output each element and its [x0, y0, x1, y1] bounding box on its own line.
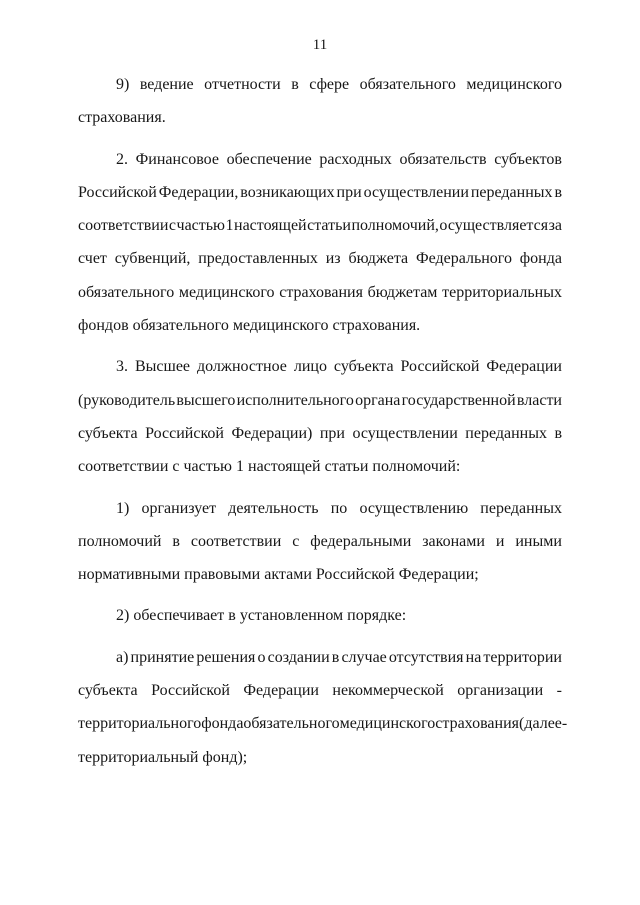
word: организует	[141, 499, 217, 517]
word: осуществлении	[363, 183, 469, 201]
sub-item-2	[78, 599, 562, 632]
word: осуществлению	[359, 499, 469, 517]
word: страхования	[435, 715, 519, 733]
word: отсутствия	[388, 648, 464, 666]
word: в	[554, 424, 562, 442]
word: территориального	[78, 715, 202, 733]
word: субъекта	[78, 682, 138, 700]
word: полномочий,	[351, 217, 439, 235]
paragraph-2-line-3	[78, 209, 562, 242]
word: территориальных	[442, 283, 562, 301]
word: некоммерческой	[332, 682, 444, 700]
word: при	[319, 424, 345, 442]
word: лицо	[293, 358, 327, 376]
sub-item-1	[78, 492, 562, 592]
word: обязательного	[78, 283, 175, 301]
word: Российской	[145, 424, 224, 442]
word: -	[556, 682, 562, 700]
word: (руководитель	[78, 391, 176, 409]
sub-item-a	[78, 641, 568, 774]
word: медицинского	[466, 76, 562, 93]
word: Федерации	[243, 682, 319, 700]
word: государственной	[401, 391, 516, 409]
sub-item-a-line-3	[78, 707, 568, 740]
word: законами	[422, 532, 485, 550]
word: страхования	[279, 283, 363, 301]
word: должностное	[196, 358, 287, 376]
paragraph-3-line-4: соответствии с частью 1 настоящей статьи полномочий:	[78, 458, 461, 476]
paragraph-2	[78, 143, 562, 343]
word: исполнительного	[236, 391, 354, 409]
word: о	[257, 648, 266, 666]
word: фонда	[519, 250, 562, 268]
word: бюджетам	[367, 283, 438, 301]
paragraph-2-line-2	[78, 176, 562, 209]
word: отчетности	[204, 76, 281, 93]
paragraph-3	[78, 350, 562, 483]
word: обеспечение	[226, 150, 312, 168]
word: 9)	[116, 76, 130, 93]
sub-item-1-line-2	[78, 525, 562, 558]
sub-item-1-line-1	[78, 492, 562, 525]
word: статьи	[307, 217, 351, 235]
word: Финансовое	[135, 150, 219, 168]
word: соответствии	[190, 532, 282, 550]
word: организации	[457, 682, 544, 700]
word: в	[554, 183, 562, 201]
word: возникающих	[240, 183, 335, 201]
word: иными	[515, 532, 562, 550]
word: органа	[355, 391, 401, 409]
word: Федерации,	[158, 183, 239, 201]
word: в	[331, 648, 340, 666]
paragraph-2-line-5	[78, 276, 562, 309]
word: 3.	[116, 358, 128, 376]
paragraph-3-line-2	[78, 384, 562, 417]
word: частью	[176, 217, 226, 235]
word: высшего	[176, 391, 236, 409]
word: осуществляется	[439, 217, 549, 235]
word: 1)	[116, 499, 130, 517]
word: -	[561, 715, 568, 733]
word: расходных	[319, 150, 392, 168]
word: Российской	[151, 682, 230, 700]
word: медицинского	[178, 283, 275, 301]
word: с	[168, 217, 177, 235]
sub-item-1-line-3: нормативными правовыми актами Российской Федерации;	[78, 566, 479, 584]
word: при	[336, 183, 362, 201]
word: решения	[196, 648, 256, 666]
word: счет	[78, 250, 107, 268]
word: Высшее	[134, 358, 191, 376]
word: переданных	[465, 424, 547, 442]
word: субъекта	[78, 424, 138, 442]
word: создании	[267, 648, 330, 666]
word: Федерации)	[231, 424, 313, 442]
word: с	[292, 532, 300, 550]
word: на	[465, 648, 482, 666]
word: медицинского	[339, 715, 436, 733]
word: по	[330, 499, 348, 517]
paragraph-3-line-3	[78, 417, 562, 450]
word: осуществлении	[352, 424, 458, 442]
word: территории	[483, 648, 562, 666]
word: сфере	[309, 76, 350, 93]
word: ведение	[139, 76, 194, 93]
word: полномочий	[78, 532, 162, 550]
paragraph-2-line-6: фондов обязательного медицинского страхования.	[78, 317, 421, 335]
sub-item-a-line-1	[78, 641, 562, 674]
word: настоящей	[234, 217, 307, 235]
word: Федерации	[486, 358, 562, 376]
paragraph-2-line-4	[78, 242, 562, 275]
word: бюджета	[348, 250, 409, 268]
word: субъекта	[333, 358, 394, 376]
word: фонда	[201, 715, 244, 733]
word: предоставленных	[198, 250, 318, 268]
sub-item-a-line-2	[78, 674, 562, 707]
word: из	[325, 250, 341, 268]
paragraph-2-line-1	[78, 143, 562, 176]
word: переданных	[480, 499, 562, 517]
word: переданных	[470, 183, 553, 201]
word: обязательств	[399, 150, 487, 168]
word: Федерального	[415, 250, 512, 268]
word: обязательного	[243, 715, 340, 733]
word: федеральными	[310, 532, 412, 550]
word: (далее	[519, 715, 562, 733]
word: в	[291, 76, 299, 93]
word: случае	[341, 648, 387, 666]
item-9-line-2: страхования.	[78, 109, 166, 127]
word: обязательного	[359, 76, 456, 93]
word: за	[548, 217, 562, 235]
document-body	[78, 68, 568, 774]
word: 2.	[116, 150, 128, 168]
word: субъектов	[494, 150, 562, 168]
sub-item-a-line-4: территориальный фонд);	[78, 748, 248, 766]
word: власти	[516, 391, 562, 409]
sub-item-2-line-1: 2) обеспечивает в установленном порядке:	[116, 607, 407, 625]
word: в	[172, 532, 180, 550]
word: Российской	[400, 358, 480, 376]
paragraph-3-line-1	[78, 350, 562, 383]
word: принятие	[130, 648, 195, 666]
word: 1	[225, 217, 234, 235]
word: деятельность	[228, 499, 319, 517]
word: и	[495, 532, 505, 550]
word: а)	[116, 648, 129, 666]
item-9-paragraph	[78, 68, 562, 135]
word: Российской	[78, 183, 157, 201]
item-9-line-1	[78, 68, 562, 101]
page-number: 11	[312, 37, 328, 53]
word: субвенций,	[114, 250, 191, 268]
word: соответствии	[78, 217, 169, 235]
